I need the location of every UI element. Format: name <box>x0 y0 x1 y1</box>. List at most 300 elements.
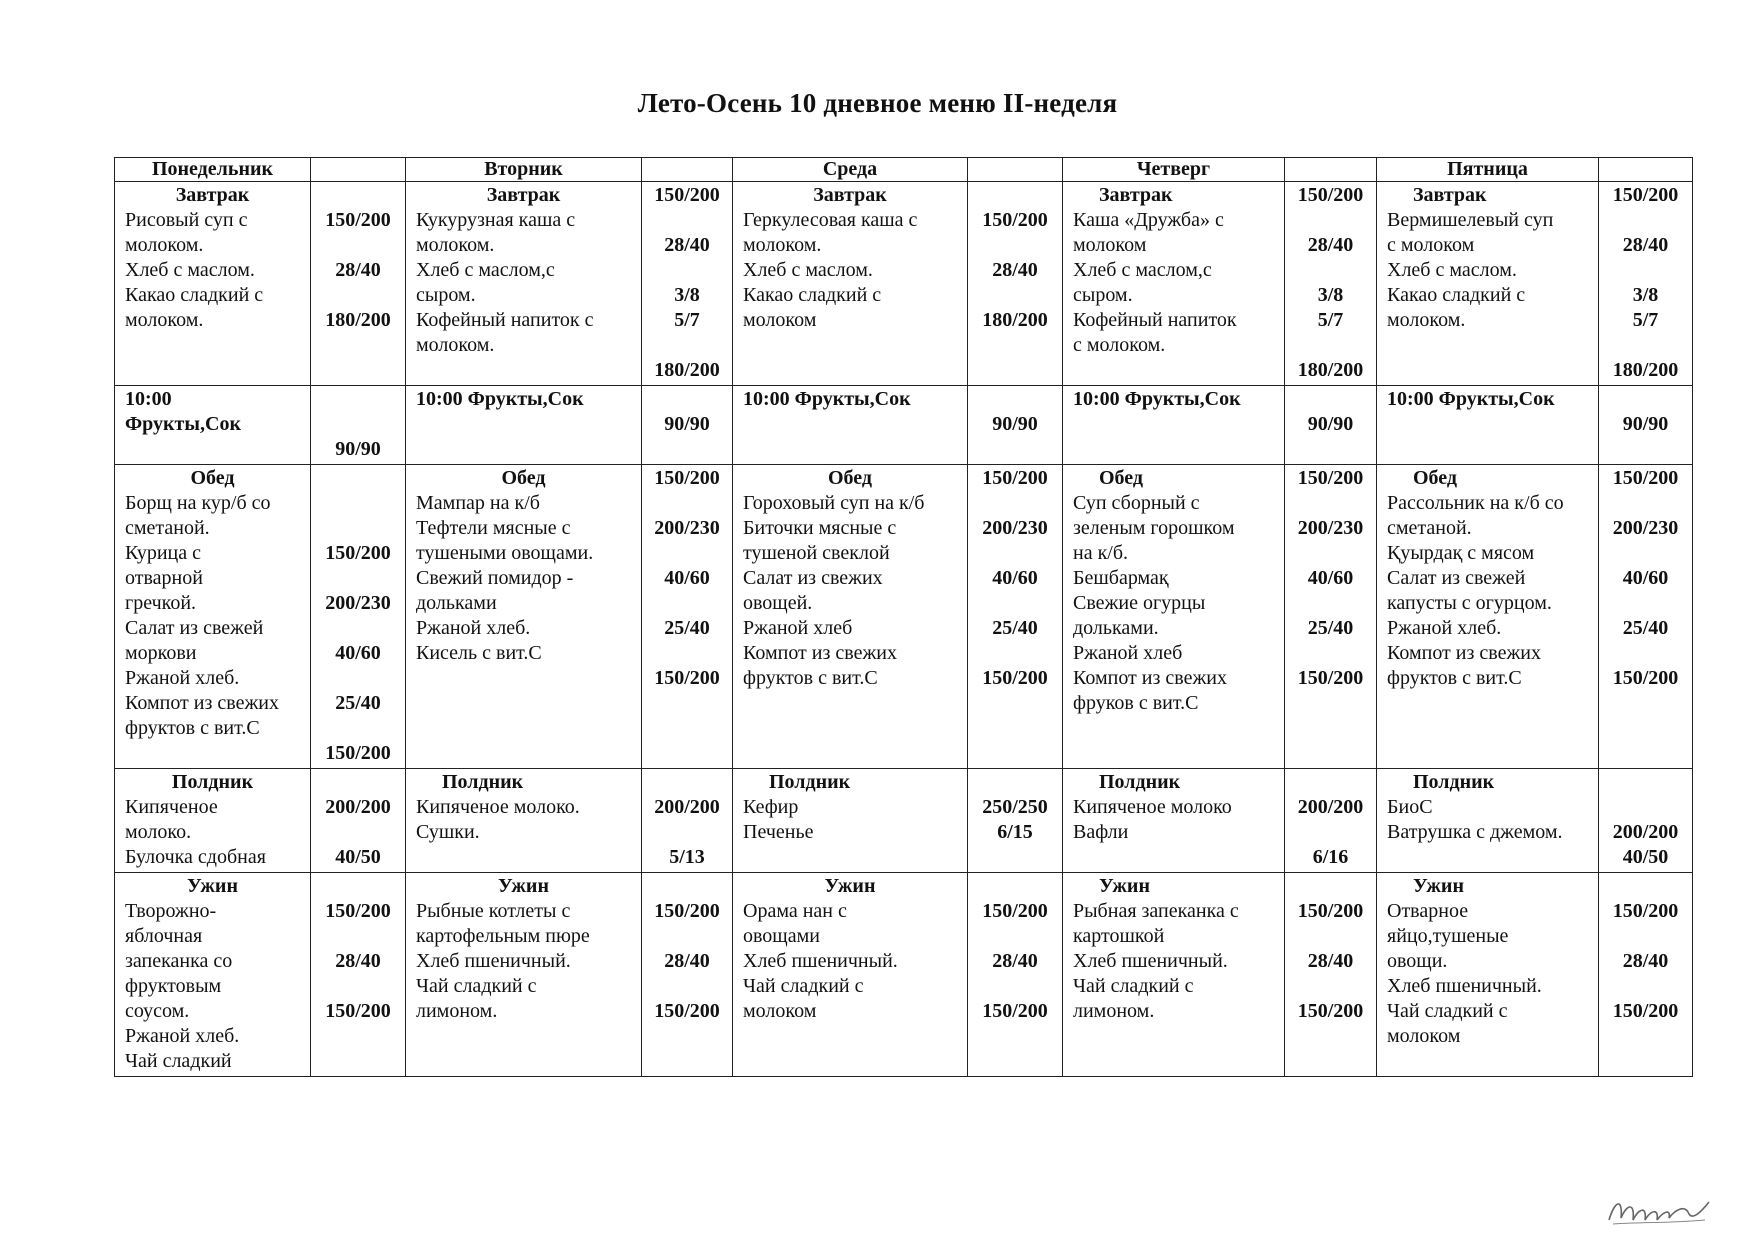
dish-line: Печенье <box>743 821 814 843</box>
dish-line: Хлеб пшеничный. <box>1387 975 1542 997</box>
portion-value <box>978 770 1052 795</box>
meal-heading: Обед <box>190 467 235 489</box>
portion-value: 150/200 <box>654 900 720 922</box>
portion-value <box>652 924 722 949</box>
portion-value: 150/200 <box>982 667 1048 689</box>
portion-value <box>978 591 1052 616</box>
portion-value: 3/8 <box>674 284 700 306</box>
portion-value <box>1609 924 1682 949</box>
portion-value <box>1295 258 1366 283</box>
portion-value <box>978 387 1052 412</box>
portion-value: 40/60 <box>664 567 710 589</box>
dish-line: Чай сладкий с <box>416 975 537 997</box>
meal-heading: Полдник <box>769 771 851 793</box>
dish-cell <box>1377 465 1599 769</box>
dish-line: 10:00 Фрукты,Сок <box>1073 388 1241 410</box>
dish-line: молоком. <box>416 334 495 356</box>
dish-line: моркови <box>125 642 197 664</box>
portion-cell <box>968 182 1063 386</box>
dish-line: зеленым горошком <box>1073 517 1235 539</box>
dish-line: фруктов с вит.С <box>743 667 878 689</box>
dish-line: Чай сладкий с <box>1073 975 1194 997</box>
meal-heading: Ужин <box>187 875 238 897</box>
dish-line: Ржаной хлеб. <box>416 617 531 639</box>
dish-line: 10:00 <box>125 388 172 410</box>
portion-value <box>1295 874 1366 899</box>
portion-value: 200/230 <box>325 592 391 614</box>
portion-value <box>321 770 395 795</box>
portion-value <box>1295 387 1366 412</box>
portion-value <box>1295 924 1366 949</box>
dish-line: Хлеб пшеничный. <box>743 950 898 972</box>
portion-value: 150/200 <box>1297 467 1364 489</box>
portion-cell <box>311 465 406 769</box>
dish-cell <box>1063 386 1285 465</box>
dish-line: Отварное <box>1387 900 1469 922</box>
dish-line: Кипяченое молоко <box>1073 796 1232 818</box>
portion-value: 25/40 <box>335 692 381 714</box>
dish-line: тушеными овощами. <box>416 542 594 564</box>
dish-line: Чай сладкий с <box>743 975 864 997</box>
portion-cell <box>1285 769 1377 873</box>
dish-cell <box>733 386 968 465</box>
dish-line: Салат из свежей <box>125 617 264 639</box>
dish-line: на к/б. <box>1073 542 1129 564</box>
portion-value <box>321 233 395 258</box>
portion-value: 150/200 <box>1612 184 1679 206</box>
dish-line: молоком <box>743 309 817 331</box>
portion-value <box>652 491 722 516</box>
portion-value <box>652 874 722 899</box>
portion-value: 5/7 <box>1632 309 1659 331</box>
dish-line: картошкой <box>1073 925 1165 947</box>
portion-value: 150/200 <box>325 742 391 764</box>
dish-line: Ржаной хлеб. <box>125 1025 240 1047</box>
portion-value: 180/200 <box>1612 359 1679 381</box>
dish-cell <box>115 465 311 769</box>
portion-value <box>321 412 395 437</box>
portion-value: 180/200 <box>654 359 720 381</box>
dish-line: Хлеб пшеничный. <box>1073 950 1228 972</box>
portion-value: 150/200 <box>1297 1000 1364 1022</box>
portion-value: 25/40 <box>664 617 710 639</box>
dish-line: Сушки. <box>416 821 480 843</box>
portion-value <box>1295 208 1366 233</box>
dish-line: молоком <box>743 1000 817 1022</box>
portion-value <box>321 716 395 741</box>
portion-value: 150/200 <box>1612 900 1679 922</box>
portion-value: 40/50 <box>1622 846 1669 868</box>
meal-heading: Ужин <box>1413 875 1464 897</box>
dish-cell <box>406 769 642 873</box>
portion-value <box>1295 820 1366 845</box>
dish-line: Кипяченое <box>125 796 218 818</box>
portion-value: 5/7 <box>674 309 700 331</box>
portion-value <box>321 616 395 641</box>
portion-value <box>1609 258 1682 283</box>
dish-line: лимоном. <box>1073 1000 1155 1022</box>
dish-line: Какао сладкий с <box>1387 284 1526 306</box>
dish-line: Свежие огурцы <box>1073 592 1206 614</box>
dish-line: сыром. <box>416 284 476 306</box>
portion-value: 180/200 <box>325 309 391 331</box>
dish-line: сметаной. <box>1387 517 1472 539</box>
portion-value: 28/40 <box>335 950 381 972</box>
portion-value: 150/200 <box>1612 667 1679 689</box>
portion-value <box>978 541 1052 566</box>
dish-line: Хлеб с маслом,с <box>1073 259 1212 281</box>
portion-value <box>652 333 722 358</box>
portion-value <box>978 491 1052 516</box>
meal-heading: Полдник <box>1413 771 1495 793</box>
portion-value: 200/230 <box>1612 517 1679 539</box>
dish-line: соусом. <box>125 1000 190 1022</box>
portion-value: 28/40 <box>1622 950 1669 972</box>
portion-value <box>1609 795 1682 820</box>
dish-line: Компот из свежих <box>1073 667 1228 689</box>
portion-value <box>652 387 722 412</box>
dish-line: Хлеб с маслом,с <box>416 259 555 281</box>
dish-line: Булочка сдобная <box>125 846 266 868</box>
dish-cell <box>1063 873 1285 1077</box>
portion-value: 3/8 <box>1632 284 1659 306</box>
portion-value <box>321 387 395 412</box>
dish-line: БиоС <box>1387 796 1433 818</box>
meal-heading: Обед <box>1099 467 1144 489</box>
dish-line: молоком <box>1387 1025 1461 1047</box>
portion-value: 150/200 <box>1612 1000 1679 1022</box>
dish-line: Кисель с вит.С <box>416 642 542 664</box>
portion-value <box>652 820 722 845</box>
dish-line: Қуырдақ с мясом <box>1387 542 1535 564</box>
meal-heading: Завтрак <box>813 184 887 206</box>
portion-cell <box>311 769 406 873</box>
dish-line: Ржаной хлеб. <box>1387 617 1502 639</box>
portion-value <box>1609 874 1682 899</box>
portion-value <box>652 258 722 283</box>
dish-line: Орама нан с <box>743 900 847 922</box>
dish-line: Творожно- <box>125 900 217 922</box>
portion-value: 40/60 <box>335 642 381 664</box>
dish-line: тушеной свеклой <box>743 542 890 564</box>
portion-value <box>321 566 395 591</box>
portion-value <box>652 641 722 666</box>
portion-value: 3/8 <box>1317 284 1344 306</box>
portion-value <box>978 924 1052 949</box>
dish-cell <box>1063 182 1285 386</box>
portion-value: 28/40 <box>1307 234 1354 256</box>
portion-cell <box>642 465 733 769</box>
portion-value: 150/200 <box>654 667 720 689</box>
portion-value: 25/40 <box>1307 617 1354 639</box>
dish-cell <box>733 465 968 769</box>
portion-cell <box>311 873 406 1077</box>
dish-cell <box>406 873 642 1077</box>
dish-line: с молоком <box>1387 234 1475 256</box>
day-name: Четверг <box>1063 158 1285 182</box>
portion-value <box>321 491 395 516</box>
portion-value: 150/200 <box>1297 667 1364 689</box>
portion-value: 28/40 <box>992 950 1038 972</box>
dish-line: капусты с огурцом. <box>1387 592 1552 614</box>
portion-cell <box>311 182 406 386</box>
portion-value <box>652 541 722 566</box>
portion-value: 5/13 <box>669 846 705 868</box>
dish-line: Компот из свежих <box>125 692 280 714</box>
portion-value: 28/40 <box>1307 950 1354 972</box>
meal-heading: Завтрак <box>486 184 561 206</box>
portion-value <box>1609 387 1682 412</box>
portion-value: 200/200 <box>654 796 720 818</box>
dish-line: Вермишелевый суп <box>1387 209 1554 231</box>
portion-value <box>1609 333 1682 358</box>
portion-cell <box>642 386 733 465</box>
dish-line: овощи. <box>1387 950 1448 972</box>
dish-line: Какао сладкий с <box>125 284 264 306</box>
dish-cell <box>406 465 642 769</box>
portion-value: 150/200 <box>654 1000 720 1022</box>
portion-value: 180/200 <box>982 309 1048 331</box>
dish-cell <box>1377 386 1599 465</box>
portion-value: 28/40 <box>1622 234 1669 256</box>
portion-value: 5/7 <box>1317 309 1344 331</box>
dish-line: фруктов с вит.С <box>125 717 260 739</box>
portion-cell <box>311 386 406 465</box>
portion-value: 150/200 <box>982 900 1048 922</box>
meal-heading: Завтрак <box>1413 184 1487 206</box>
dish-line: Рыбная запеканка с <box>1073 900 1239 922</box>
dish-line: Хлеб с маслом. <box>125 259 255 281</box>
portion-value <box>1295 591 1366 616</box>
portion-cell <box>642 182 733 386</box>
dish-line: Хлеб с маслом. <box>743 259 873 281</box>
dish-line: Рыбные котлеты с <box>416 900 571 922</box>
meal-row-breakfast <box>115 182 1693 386</box>
portion-value: 28/40 <box>335 259 381 281</box>
portion-value <box>1295 641 1366 666</box>
dish-line: сметаной. <box>125 517 210 539</box>
meal-row-dinner <box>115 873 1693 1077</box>
portion-value <box>321 516 395 541</box>
portion-value <box>1295 974 1366 999</box>
portion-value: 40/60 <box>992 567 1038 589</box>
portion-value: 200/230 <box>982 517 1048 539</box>
portion-value <box>321 924 395 949</box>
portion-value <box>321 874 395 899</box>
dish-line: 10:00 Фрукты,Сок <box>416 388 584 410</box>
portion-value <box>652 770 722 795</box>
portion-value <box>978 874 1052 899</box>
portion-value: 150/200 <box>982 209 1048 231</box>
dish-line: Борщ на кур/б со <box>125 492 271 514</box>
dish-line: Рассольник на к/б со <box>1387 492 1564 514</box>
portion-value: 180/200 <box>1297 359 1364 381</box>
dish-line: молоком. <box>743 234 822 256</box>
dish-line: Гороховый суп на к/б <box>743 492 925 514</box>
meal-heading: Ужин <box>498 875 549 897</box>
dish-line: молоком. <box>416 234 495 256</box>
dish-line: Ржаной хлеб <box>1073 642 1183 664</box>
portion-value: 200/230 <box>654 517 720 539</box>
portion-value: 150/200 <box>1297 184 1364 206</box>
dish-cell <box>1377 873 1599 1077</box>
portion-value <box>1609 770 1682 795</box>
dish-line: Ржаной хлеб. <box>125 667 240 689</box>
dish-cell <box>115 769 311 873</box>
dish-line: Кофейный напиток <box>1073 309 1237 331</box>
dish-line: Салат из свежей <box>1387 567 1526 589</box>
portion-value <box>652 974 722 999</box>
dish-line: Чай сладкий <box>125 1050 232 1072</box>
dish-cell <box>733 769 968 873</box>
dish-line: фруктов с вит.С <box>1387 667 1522 689</box>
portion-value: 6/15 <box>997 821 1033 843</box>
dish-line: Хлеб пшеничный. <box>416 950 571 972</box>
portion-value <box>321 974 395 999</box>
dish-cell <box>733 873 968 1077</box>
dish-line: Геркулесовая каша с <box>743 209 918 231</box>
portion-value: 90/90 <box>335 438 381 460</box>
dish-line: Кефир <box>743 796 799 818</box>
portion-value <box>321 283 395 308</box>
dish-line: лимоном. <box>416 1000 498 1022</box>
portion-value <box>321 666 395 691</box>
day-header-row <box>115 158 1693 182</box>
portion-value: 250/250 <box>982 796 1048 818</box>
dish-cell <box>406 386 642 465</box>
dish-line: с молоком. <box>1073 334 1166 356</box>
portion-value <box>1295 333 1366 358</box>
portion-cell <box>1599 769 1693 873</box>
meal-heading: Завтрак <box>1099 184 1173 206</box>
signature <box>1605 1190 1715 1230</box>
portion-value: 150/200 <box>982 1000 1048 1022</box>
portion-value: 200/230 <box>1297 517 1364 539</box>
weekly-menu-table <box>114 157 1693 1077</box>
dish-line: молоком. <box>125 309 204 331</box>
portion-value <box>1295 541 1366 566</box>
meal-heading: Обед <box>1413 467 1458 489</box>
dish-line: Курица с <box>125 542 201 564</box>
portion-value <box>978 233 1052 258</box>
dish-line: Ржаной хлеб <box>743 617 853 639</box>
portion-value: 90/90 <box>664 413 710 435</box>
portion-value: 150/200 <box>325 209 391 231</box>
portion-cell <box>1599 386 1693 465</box>
portion-cell <box>968 769 1063 873</box>
dish-line: Суп сборный с <box>1073 492 1200 514</box>
dish-line: молоком <box>1073 234 1147 256</box>
meal-heading: Полдник <box>1099 771 1181 793</box>
dish-line: картофельным пюре <box>416 925 590 947</box>
meal-heading: Полдник <box>442 771 524 793</box>
dish-line: гречкой. <box>125 592 197 614</box>
dish-line: Ватрушка с джемом. <box>1387 821 1563 843</box>
portion-value: 150/200 <box>1612 467 1679 489</box>
dish-line: молоко. <box>125 821 192 843</box>
dish-line: Тефтели мясные с <box>416 517 571 539</box>
portion-value: 90/90 <box>1307 413 1354 435</box>
dish-line: фруков с вит.С <box>1073 692 1199 714</box>
portion-value: 150/200 <box>325 1000 391 1022</box>
portion-value: 90/90 <box>1622 413 1669 435</box>
dish-line: Компот из свежих <box>1387 642 1542 664</box>
dish-cell <box>1063 769 1285 873</box>
portion-value <box>1609 974 1682 999</box>
portion-value <box>1295 770 1366 795</box>
portion-value: 90/90 <box>992 413 1038 435</box>
portion-value: 200/200 <box>1297 796 1364 818</box>
day-name: Вторник <box>406 158 642 182</box>
dish-line: овощей. <box>743 592 813 614</box>
dish-line: Кипяченое молоко. <box>416 796 580 818</box>
dish-line: 10:00 Фрукты,Сок <box>743 388 911 410</box>
portion-value <box>978 183 1052 208</box>
dish-line: Мампар на к/б <box>416 492 540 514</box>
portion-cell <box>642 873 733 1077</box>
portion-cell <box>1599 873 1693 1077</box>
portion-value: 28/40 <box>664 950 710 972</box>
portion-value <box>978 641 1052 666</box>
dish-line: Вафли <box>1073 821 1129 843</box>
portion-value <box>1609 491 1682 516</box>
dish-line: Каша «Дружба» с <box>1073 209 1224 231</box>
meal-heading: Обед <box>501 467 546 489</box>
dish-line: Компот из свежих <box>743 642 898 664</box>
portion-value: 28/40 <box>664 234 710 256</box>
dish-line: Рисовый суп с <box>125 209 248 231</box>
portion-cell <box>1285 182 1377 386</box>
portion-value <box>1609 541 1682 566</box>
day-name: Пятница <box>1377 158 1599 182</box>
meal-heading: Ужин <box>824 875 876 897</box>
dish-line: овощами <box>743 925 820 947</box>
portion-value: 200/200 <box>1612 821 1679 843</box>
portion-value: 25/40 <box>1622 617 1669 639</box>
portion-cell <box>1599 465 1693 769</box>
dish-line: яблочная <box>125 925 203 947</box>
portion-value <box>978 283 1052 308</box>
dish-line: запеканка со <box>125 950 233 972</box>
dish-line: Бешбармақ <box>1073 567 1169 589</box>
dish-line: Салат из свежих <box>743 567 883 589</box>
dish-cell <box>406 182 642 386</box>
dish-cell <box>1377 182 1599 386</box>
portion-value <box>978 974 1052 999</box>
portion-value: 28/40 <box>992 259 1038 281</box>
dish-line: Хлеб с маслом. <box>1387 259 1517 281</box>
portion-value: 150/200 <box>325 542 391 564</box>
dish-line: дольками <box>416 592 497 614</box>
meal-row-snack10 <box>115 386 1693 465</box>
portion-value <box>652 591 722 616</box>
meal-heading: Обед <box>827 467 873 489</box>
dish-line: фруктовым <box>125 975 222 997</box>
dish-line: Кукурузная каша с <box>416 209 576 231</box>
portion-value: 150/200 <box>1297 900 1364 922</box>
day-name: Понедельник <box>115 158 311 182</box>
dish-line: Какао сладкий с <box>743 284 882 306</box>
dish-line: сыром. <box>1073 284 1133 306</box>
portion-value <box>1295 491 1366 516</box>
meal-row-poldnik <box>115 769 1693 873</box>
portion-value: 150/200 <box>654 467 720 489</box>
dish-line: Чай сладкий с <box>1387 1000 1508 1022</box>
dish-line: Кофейный напиток с <box>416 309 594 331</box>
portion-value <box>1609 591 1682 616</box>
dish-line: отварной <box>125 567 203 589</box>
dish-line: Фрукты,Сок <box>125 413 241 435</box>
